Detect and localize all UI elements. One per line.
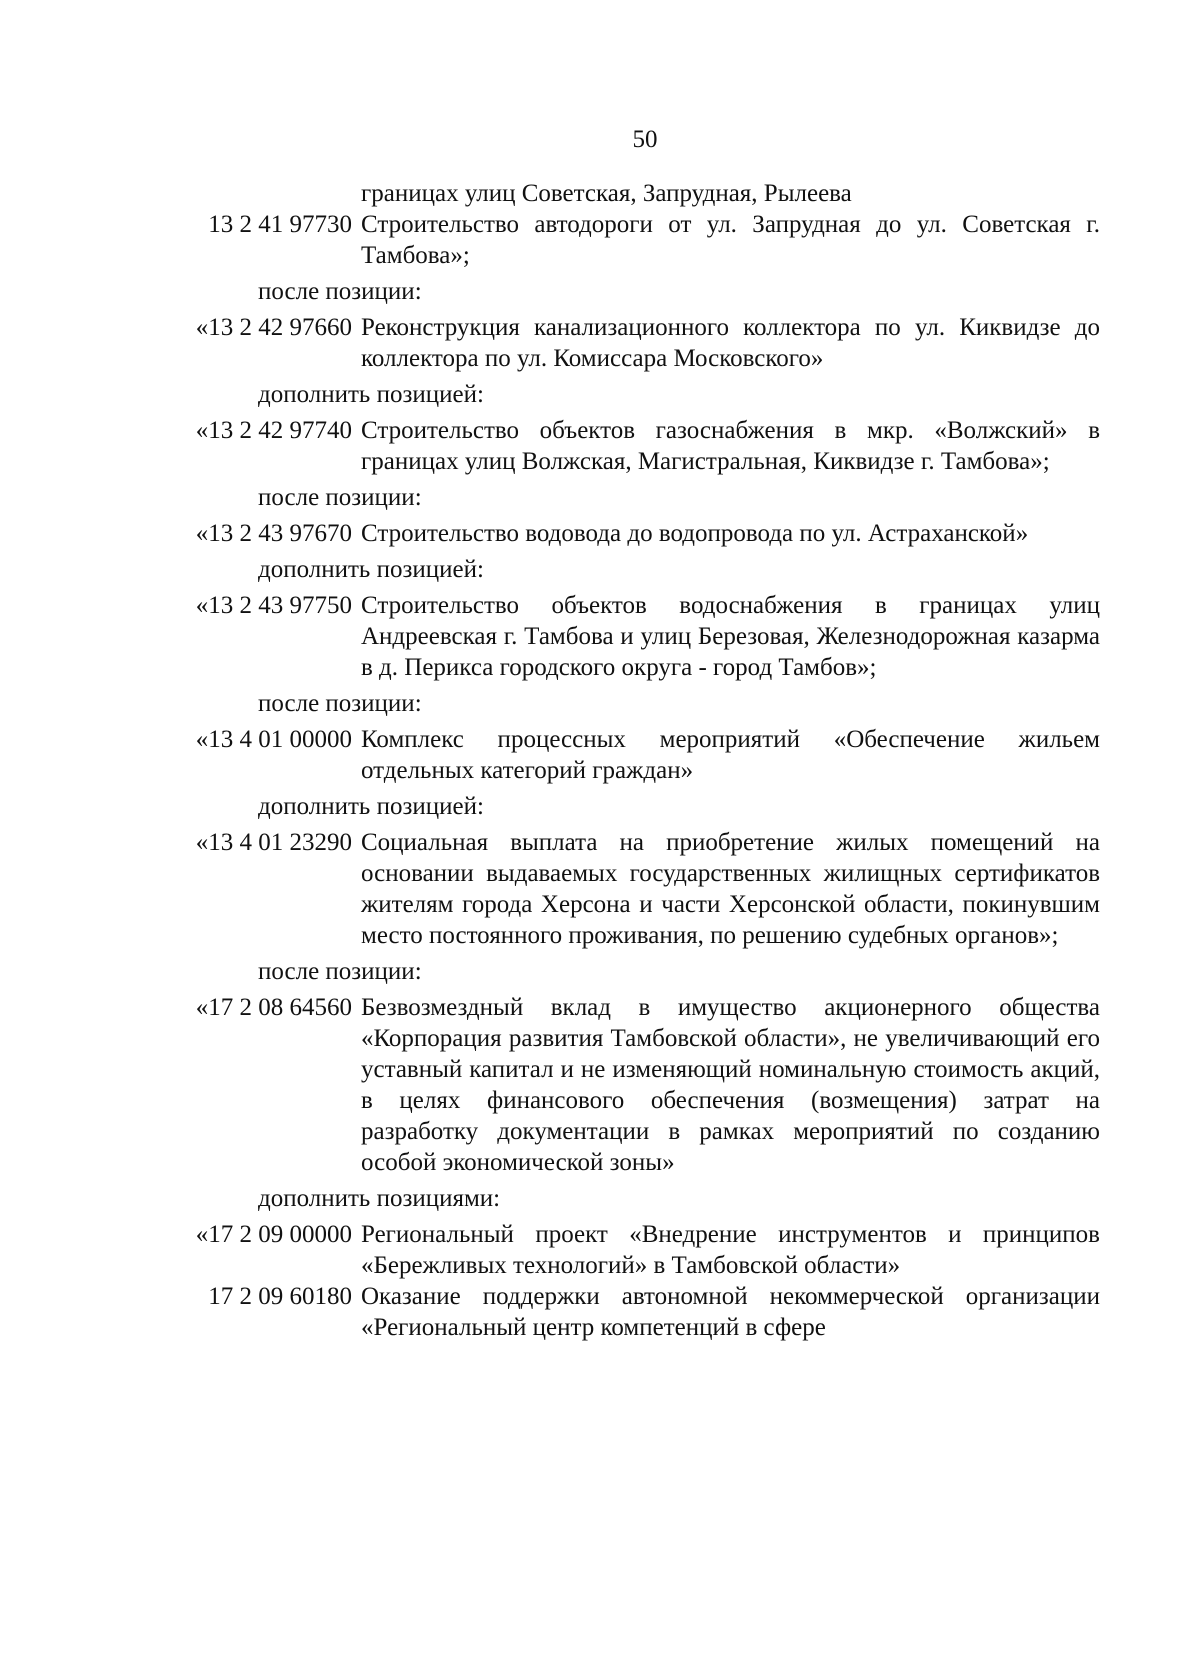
classification-entry <box>180 1219 1100 1281</box>
entry-description: Безвозмездный вклад в имущество акционерного общества «Корпорация развития Тамбовской области», не увеличивающий его уставный капитал и не изменяющий номинальную стоимость акций, в целях финансового обеспечения (возмещения) затрат на разработку документации в рамках мероприятий по созданию особой экономической зоны» <box>361 994 1100 1176</box>
classification-entry <box>180 1281 1100 1343</box>
classification-entry <box>180 590 1100 683</box>
entry-description: Строительство объектов водоснабжения в границах улиц Андреевская г. Тамбова и улиц Березовая, Железнодорожная казарма в д. Перикса городского округа - город Тамбов»; <box>361 592 1100 681</box>
entry-code: 13 2 41 97730 <box>208 211 352 238</box>
entry-description: Реконструкция канализационного коллектора по ул. Киквидзе до коллектора по ул. Комиссара Московского» <box>361 314 1100 372</box>
entry-code: «17 2 08 64560 <box>195 994 352 1021</box>
entry-code: «17 2 09 00000 <box>195 1221 352 1248</box>
entry-description: Оказание поддержки автономной некоммерческой организации «Региональный центр компетенций в сфере <box>361 1283 1100 1341</box>
entry-description: Комплекс процессных мероприятий «Обеспечение жильем отдельных категорий граждан» <box>361 726 1100 784</box>
amendment-instruction: дополнить позициями: <box>258 1185 501 1212</box>
amendment-instruction: дополнить позицией: <box>258 381 484 408</box>
entry-code: «13 2 42 97660 <box>195 314 352 341</box>
amendment-instruction: после позиции: <box>258 278 422 305</box>
amendment-instruction: после позиции: <box>258 690 422 717</box>
entry-code: 17 2 09 60180 <box>208 1283 352 1310</box>
classification-entry <box>180 518 1100 549</box>
entry-description: Строительство объектов газоснабжения в мкр. «Волжский» в границах улиц Волжская, Магистральная, Киквидзе г. Тамбова»; <box>361 417 1100 475</box>
page-number: 50 <box>632 126 658 153</box>
amendment-instruction: после позиции: <box>258 958 422 985</box>
classification-entry <box>180 178 1100 209</box>
entry-description: Строительство водовода до водопровода по ул. Астраханской» <box>361 520 1029 547</box>
amendment-instruction: дополнить позицией: <box>258 556 484 583</box>
entry-description: Региональный проект «Внедрение инструментов и принципов «Бережливых технологий» в Тамбовской области» <box>361 1221 1100 1279</box>
entry-code: «13 2 43 97750 <box>195 592 352 619</box>
entry-code: «13 4 01 00000 <box>195 726 352 753</box>
document-body <box>180 178 1100 1343</box>
classification-entry <box>180 724 1100 786</box>
entry-code: «13 2 42 97740 <box>195 417 352 444</box>
classification-entry <box>180 312 1100 374</box>
entry-code: «13 4 01 23290 <box>195 829 352 856</box>
classification-entry <box>180 827 1100 951</box>
classification-entry <box>180 415 1100 477</box>
classification-entry <box>180 209 1100 271</box>
classification-entry <box>180 992 1100 1178</box>
entry-description: Строительство автодороги от ул. Запрудная до ул. Советская г. Тамбова»; <box>361 211 1100 269</box>
amendment-instruction: после позиции: <box>258 484 422 511</box>
entry-description: границах улиц Советская, Запрудная, Рылеева <box>361 180 852 207</box>
entry-code: «13 2 43 97670 <box>195 520 352 547</box>
entry-description: Социальная выплата на приобретение жилых помещений на основании выдаваемых государственных жилищных сертификатов жителям города Херсона и части Херсонской области, покинувшим место постоянного проживания, по решению судебных органов»; <box>361 829 1100 949</box>
amendment-instruction: дополнить позицией: <box>258 793 484 820</box>
